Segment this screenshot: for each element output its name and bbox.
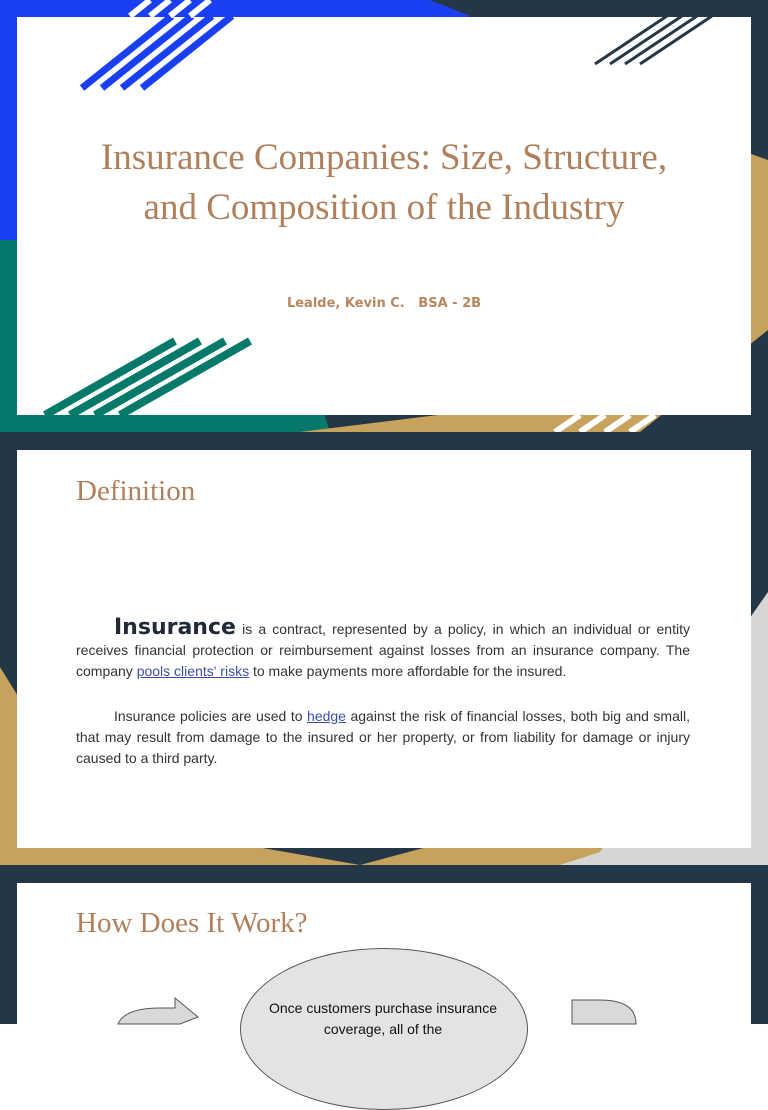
how-it-works-heading: How Does It Work? (76, 907, 308, 939)
paragraph-text: is a contract, represented by a policy, in which an individual or entity receives financial protection or reimbursement against losses from an insurance company. The company (76, 621, 690, 679)
author-line: Lealde, Kevin C. BSA - 2B (286, 296, 482, 311)
pools-clients-risks-link[interactable]: pools clients' risks (136, 663, 250, 679)
how-it-works-slide (0, 865, 768, 1037)
presentation-title (0, 133, 768, 233)
title-line-2: and Composition of the Industry (143, 187, 625, 228)
title-line-1: Insurance Companies: Size, Structure, (100, 137, 668, 178)
process-ellipse-text: Once customers purchase insurance coverage, all of the (269, 1000, 497, 1037)
curved-arrow-left-icon (118, 998, 198, 1024)
policies-paragraph (76, 706, 690, 769)
definition-slide (0, 432, 768, 865)
definition-paragraph (76, 617, 690, 682)
paragraph-text: against the risk of financial losses, both big and small, that may result from damage to the insured or her property, or from liability for damage or injury caused to a third party. (76, 708, 690, 766)
paragraph-text: to make payments more affordable for the insured. (249, 663, 567, 679)
hedge-link[interactable]: hedge (307, 708, 346, 724)
title-slide (0, 0, 768, 432)
paragraph-text: Insurance policies are used to (114, 708, 308, 724)
definition-heading: Definition (76, 475, 196, 507)
curved-arrow-right-icon (572, 1000, 636, 1024)
insurance-term: Insurance (114, 615, 236, 640)
